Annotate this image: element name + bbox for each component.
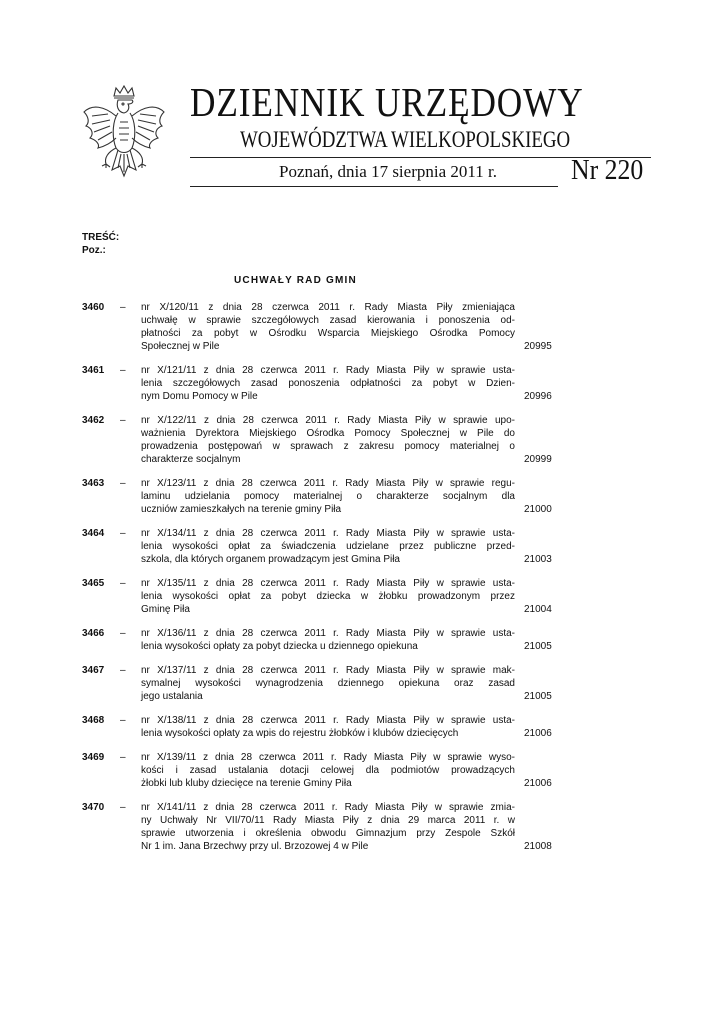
entry-description [141,664,515,703]
entry-description [141,477,515,516]
toc-entry [0,801,725,853]
entry-description-line: nr X/138/11 z dnia 28 czerwca 2011 r. Rady Miasta Piły w sprawie usta- [141,715,515,726]
entry-description-line: nr X/135/11 z dnia 28 czerwca 2011 r. Rady Miasta Piły w sprawie usta- [141,578,515,589]
entry-number: 3462 [82,415,105,426]
entry-description [141,627,515,653]
section-title: UCHWAŁY RAD GMIN [234,275,357,286]
toc-entry [0,477,725,516]
entry-description-line: sprawie utworzenia i określenia obwodu Gimnazjum przy Zespole Szkół [141,828,515,839]
entry-description-line: nr X/121/11 z dnia 28 czerwca 2011 r. Rady Miasta Piły w sprawie usta- [141,365,515,376]
entry-description-line: nr X/136/11 z dnia 28 czerwca 2011 r. Rady Miasta Piły w sprawie usta- [141,628,515,639]
entry-dash: – [120,478,126,489]
journal-subtitle: WOJEWÓDZTWA WIELKOPOLSKIEGO [240,127,571,152]
entry-description-line: jego ustalania [141,691,203,702]
entry-description-line: nr X/120/11 z dnia 28 czerwca 2011 r. Rady Miasta Piły zmieniająca [141,302,515,313]
entry-description-line: Społecznej w Pile [141,341,220,352]
entry-page-number[interactable]: 21003 [524,554,552,565]
publication-date: Poznań, dnia 17 sierpnia 2011 r. [279,162,497,181]
header-divider-bottom [190,186,558,187]
entry-description-line: żłobki lub kluby dziecięce na terenie Gminy Piła [141,778,352,789]
entry-description-line: szkola, dla których organem prowadzącym jest Gmina Piła [141,554,400,565]
entry-number: 3467 [82,665,105,676]
entry-page-number[interactable]: 20999 [524,454,552,465]
entry-description-line: ważnienia Dyrektora Miejskiego Ośrodka Pomocy Społecznej w Pile do [141,428,515,439]
entry-description-line: lenia wysokości opłat za świadczenia udzielane przez publiczne przed- [141,541,515,552]
entry-dash: – [120,802,126,813]
entry-number: 3463 [82,478,105,489]
entry-description-line: uczniów zamieszkałych na terenie gminy Piła [141,504,342,515]
entry-description-line: Nr 1 im. Jana Brzechwy przy ul. Brzozowej 4 w Pile [141,841,369,852]
entry-description [141,527,515,566]
entry-description-line: lenia wysokości opłaty za pobyt dziecka u dziennego opiekuna [141,641,418,652]
entry-page-number[interactable]: 20996 [524,391,552,402]
entry-description-line: nr X/134/11 z dnia 28 czerwca 2011 r. Rady Miasta Piły w sprawie usta- [141,528,515,539]
entry-dash: – [120,528,126,539]
entry-description-line: laminu udzielania pomocy materialnej o charakterze socjalnym dla [141,491,515,502]
entry-dash: – [120,415,126,426]
entry-description-line: nr X/137/11 z dnia 28 czerwca 2011 r. Rady Miasta Piły w sprawie mak- [141,665,515,676]
entry-description [141,801,515,853]
entry-dash: – [120,628,126,639]
toc-position-label: Poz.: [82,245,106,256]
journal-title: DZIENNIK URZĘDOWY [190,79,584,125]
entry-description-line: lenia wysokości opłaty za wpis do rejestru żłobków i klubów dziecięcych [141,728,459,739]
entry-page-number[interactable]: 20995 [524,341,552,352]
entry-page-number[interactable]: 21004 [524,604,552,615]
entry-dash: – [120,665,126,676]
toc-entry [0,527,725,566]
entry-page-number[interactable]: 21006 [524,778,552,789]
entry-description [141,577,515,616]
entry-description-line: nr X/139/11 z dnia 28 czerwca 2011 r. Rady Miasta Piły w sprawie wyso- [141,752,515,763]
entry-page-number[interactable]: 21005 [524,691,552,702]
entry-number: 3464 [82,528,105,539]
entry-description [141,714,515,740]
entry-description [141,751,515,790]
issue-number: Nr 220 [571,155,644,186]
entry-description-line: płatności za pobyt w Ośrodku Wsparcia Miejskiego Ośrodka Pomocy [141,328,515,339]
entry-number: 3469 [82,752,105,763]
entry-number: 3460 [82,302,105,313]
toc-entry [0,414,725,466]
entry-dash: – [120,752,126,763]
entry-description-line: lenia szczegółowych zasad ponoszenia odpłatności za pobyt w Dzien- [141,378,515,389]
entry-dash: – [120,302,126,313]
entry-dash: – [120,578,126,589]
toc-heading: TREŚĆ: [82,232,120,243]
entry-description-line: prowadzenia postępowań w sprawach z zakresu pomocy materialnej o [141,441,515,452]
entry-page-number[interactable]: 21005 [524,641,552,652]
toc-entry [0,301,725,353]
toc-entry [0,364,725,403]
entry-description-line: charakterze socjalnym [141,454,241,465]
entry-number: 3465 [82,578,105,589]
entry-number: 3468 [82,715,105,726]
entry-dash: – [120,715,126,726]
toc-entry [0,751,725,790]
entry-description-line: kości i zasad ustalania dotacji celowej dla podmiotów prowadzących [141,765,515,776]
entry-number: 3466 [82,628,105,639]
entry-description-line: nr X/123/11 z dnia 28 czerwca 2011 r. Rady Miasta Piły w sprawie regu- [141,478,515,489]
entry-description-line: lenia wysokości opłat za pobyt dziecka w żłobku prowadzonym przez [141,591,515,602]
entry-page-number[interactable]: 21000 [524,504,552,515]
entry-description-line: uchwałę w sprawie szczegółowych zasad kierowania i ponoszenia od- [141,315,515,326]
toc-heading-block [82,231,119,257]
entry-description-line: ny Uchwały Nr VII/70/11 Rady Miasta Piły z dnia 29 marca 2011 r. w [141,815,515,826]
toc-entry [0,577,725,616]
entry-description-line: symalnej wysokości wynagrodzenia dziennego opiekuna oraz zasad [141,678,515,689]
entry-description-line: nr X/122/11 z dnia 28 czerwca 2011 r. Rady Miasta Piły w sprawie upo- [141,415,515,426]
entry-description-line: Gminę Piła [141,604,190,615]
entry-page-number[interactable]: 21008 [524,841,552,852]
entry-dash: – [120,365,126,376]
entry-number: 3470 [82,802,105,813]
entry-description-line: nr X/141/11 z dnia 28 czerwca 2011 r. Rady Miasta Piły w sprawie zmia- [141,802,515,813]
eagle-emblem-icon [78,82,170,186]
entry-page-number[interactable]: 21006 [524,728,552,739]
entry-description [141,414,515,466]
toc-entry [0,627,725,653]
entry-number: 3461 [82,365,105,376]
toc-entry [0,714,725,740]
entry-description [141,301,515,353]
entry-description [141,364,515,403]
toc-entry [0,664,725,703]
entry-description-line: nym Domu Pomocy w Pile [141,391,258,402]
